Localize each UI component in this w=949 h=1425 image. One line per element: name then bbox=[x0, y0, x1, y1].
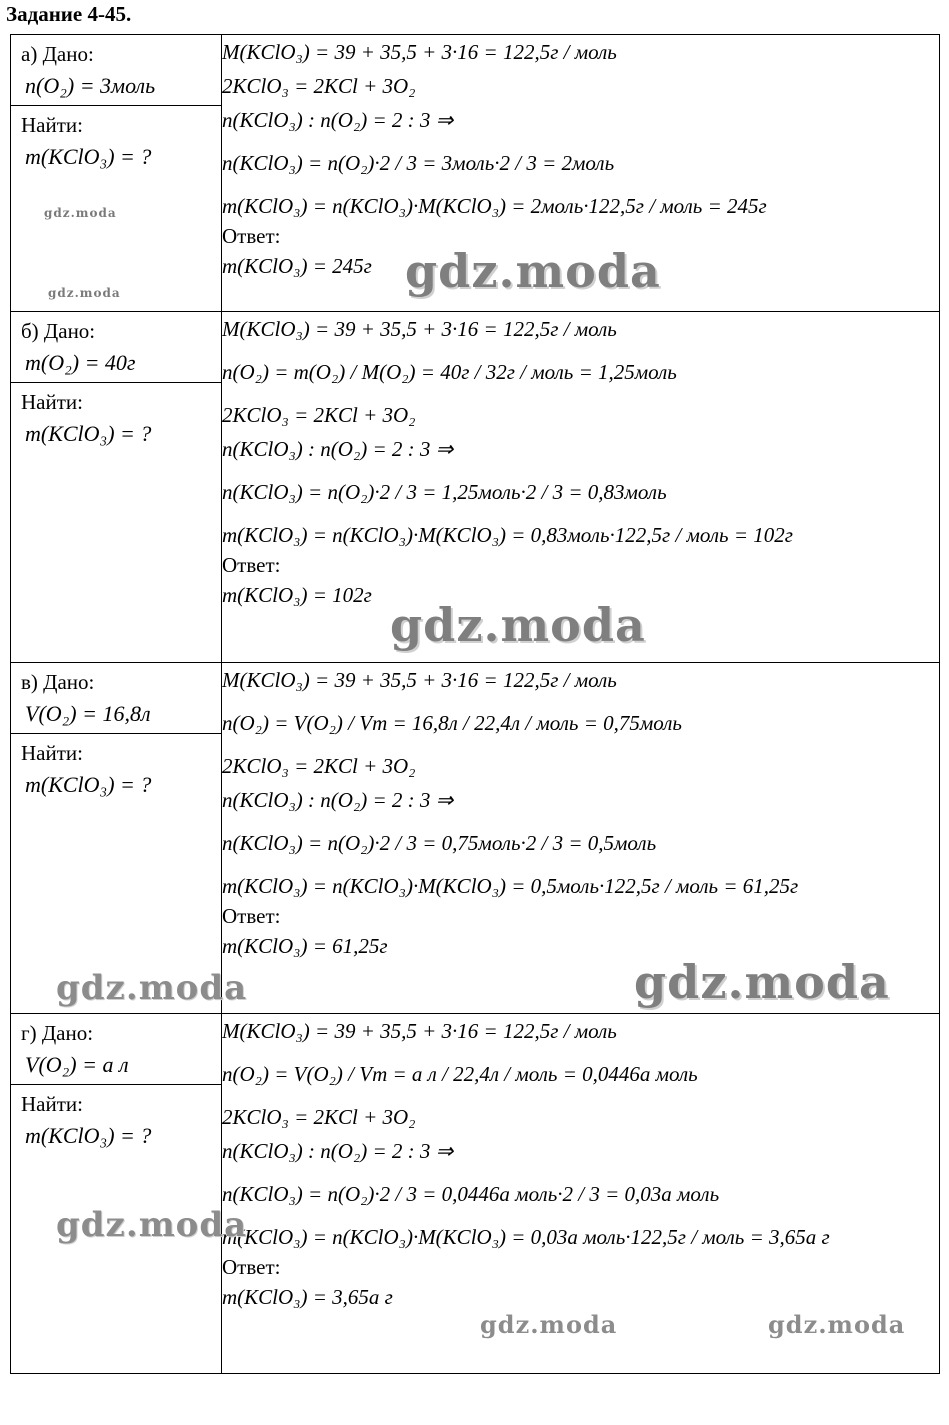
given-block bbox=[11, 663, 221, 734]
given-value: V(O₂) = 16,8л bbox=[25, 701, 151, 726]
solution-step: n(O₂) = V(O₂) / Vm = a л / 22,4л / моль = 0,0446a моль bbox=[222, 1062, 698, 1086]
given-value: V(O₂) = a л bbox=[25, 1052, 129, 1077]
answer-label: Ответ: bbox=[222, 553, 281, 577]
answer-value: m(KClO₃) = 61,25г bbox=[222, 934, 388, 958]
solution-step: n(O₂) = m(O₂) / M(O₂) = 40г / 32г / моль = 1,25моль bbox=[222, 360, 677, 384]
watermark: gdz.moda bbox=[768, 1310, 906, 1339]
solution-step: M(KClO₃) = 39 + 35,5 + 3·16 = 122,5г / моль bbox=[222, 317, 617, 341]
section-b-solution-cell bbox=[222, 312, 940, 663]
section-a-solution-cell bbox=[222, 35, 940, 312]
given-label: в) Дано: bbox=[21, 670, 95, 694]
find-block bbox=[11, 383, 221, 453]
find-label: Найти: bbox=[21, 741, 83, 765]
answer-label: Ответ: bbox=[222, 904, 281, 928]
watermark: gdz.moda bbox=[56, 1205, 248, 1245]
section-a bbox=[11, 35, 940, 312]
solution-step: n(KClO₃) : n(O₂) = 2 : 3 ⇒ bbox=[222, 437, 454, 461]
solution-step: n(KClO₃) = n(O₂)·2 / 3 = 1,25моль·2 / 3 = 0,83моль bbox=[222, 480, 667, 504]
answer-value: m(KClO₃) = 3,65a г bbox=[222, 1285, 393, 1309]
section-g-given-cell bbox=[11, 1014, 222, 1374]
find-value: m(KClO₃) = ? bbox=[25, 421, 152, 446]
answer-label: Ответ: bbox=[222, 224, 281, 248]
given-block bbox=[11, 35, 221, 106]
section-b bbox=[11, 312, 940, 663]
find-label: Найти: bbox=[21, 113, 83, 137]
find-label: Найти: bbox=[21, 1092, 83, 1116]
solutions-table bbox=[10, 34, 940, 1374]
answer-value: m(KClO₃) = 245г bbox=[222, 254, 372, 278]
given-block bbox=[11, 1014, 221, 1085]
solution-step: 2KClO₃ = 2KCl + 3O₂ bbox=[222, 74, 416, 98]
section-a-given-cell bbox=[11, 35, 222, 312]
section-v-solution-cell bbox=[222, 663, 940, 1014]
section-v-given-cell bbox=[11, 663, 222, 1014]
solution-step: m(KClO₃) = n(KClO₃)·M(KClO₃) = 0,5моль·122,5г / моль = 61,25г bbox=[222, 874, 799, 898]
watermark: gdz.moda bbox=[56, 968, 248, 1008]
given-label: г) Дано: bbox=[21, 1021, 94, 1045]
find-value: m(KClO₃) = ? bbox=[25, 772, 152, 797]
solution-step: n(KClO₃) : n(O₂) = 2 : 3 ⇒ bbox=[222, 1139, 454, 1163]
solution-step: m(KClO₃) = n(KClO₃)·M(KClO₃) = 2моль·122,5г / моль = 245г bbox=[222, 194, 767, 218]
watermark: gdz.moda bbox=[44, 206, 117, 220]
section-g bbox=[11, 1014, 940, 1374]
section-g-solution-cell bbox=[222, 1014, 940, 1374]
section-v bbox=[11, 663, 940, 1014]
find-value: m(KClO₃) = ? bbox=[25, 144, 152, 169]
watermark: gdz.moda bbox=[390, 598, 646, 652]
find-block bbox=[11, 1085, 221, 1155]
solution-step: M(KClO₃) = 39 + 35,5 + 3·16 = 122,5г / моль bbox=[222, 668, 617, 692]
solution-step: n(KClO₃) : n(O₂) = 2 : 3 ⇒ bbox=[222, 788, 454, 812]
find-block bbox=[11, 106, 221, 176]
page-title: Задание 4-45. bbox=[6, 2, 132, 26]
watermark: gdz.moda bbox=[480, 1310, 618, 1339]
find-value: m(KClO₃) = ? bbox=[25, 1123, 152, 1148]
answer-value: m(KClO₃) = 102г bbox=[222, 583, 372, 607]
solution-step: n(KClO₃) : n(O₂) = 2 : 3 ⇒ bbox=[222, 108, 454, 132]
solution-step: n(KClO₃) = n(O₂)·2 / 3 = 3моль·2 / 3 = 2моль bbox=[222, 151, 615, 175]
given-value: m(O₂) = 40г bbox=[25, 350, 136, 375]
watermark: gdz.moda bbox=[634, 955, 890, 1009]
find-block bbox=[11, 734, 221, 804]
solution-step: 2KClO₃ = 2KCl + 3O₂ bbox=[222, 754, 416, 778]
solution-step: n(KClO₃) = n(O₂)·2 / 3 = 0,75моль·2 / 3 = 0,5моль bbox=[222, 831, 657, 855]
given-block bbox=[11, 312, 221, 383]
watermark: gdz.moda bbox=[405, 244, 661, 298]
watermark: gdz.moda bbox=[48, 286, 121, 300]
answer-label: Ответ: bbox=[222, 1255, 281, 1279]
section-b-given-cell bbox=[11, 312, 222, 663]
solution-step: m(KClO₃) = n(KClO₃)·M(KClO₃) = 0,83моль·122,5г / моль = 102г bbox=[222, 523, 793, 547]
solution-step: n(KClO₃) = n(O₂)·2 / 3 = 0,0446a моль·2 / 3 = 0,03a моль bbox=[222, 1182, 720, 1206]
given-label: а) Дано: bbox=[21, 42, 94, 66]
solution-step: 2KClO₃ = 2KCl + 3O₂ bbox=[222, 403, 416, 427]
solution-step: n(O₂) = V(O₂) / Vm = 16,8л / 22,4л / моль = 0,75моль bbox=[222, 711, 682, 735]
solution-step: m(KClO₃) = n(KClO₃)·M(KClO₃) = 0,03a моль·122,5г / моль = 3,65a г bbox=[222, 1225, 830, 1249]
given-label: б) Дано: bbox=[21, 319, 96, 343]
solution-step: M(KClO₃) = 39 + 35,5 + 3·16 = 122,5г / моль bbox=[222, 40, 617, 64]
solution-step: M(KClO₃) = 39 + 35,5 + 3·16 = 122,5г / моль bbox=[222, 1019, 617, 1043]
given-value: n(O₂) = 3моль bbox=[25, 73, 156, 98]
solution-step: 2KClO₃ = 2KCl + 3O₂ bbox=[222, 1105, 416, 1129]
find-label: Найти: bbox=[21, 390, 83, 414]
